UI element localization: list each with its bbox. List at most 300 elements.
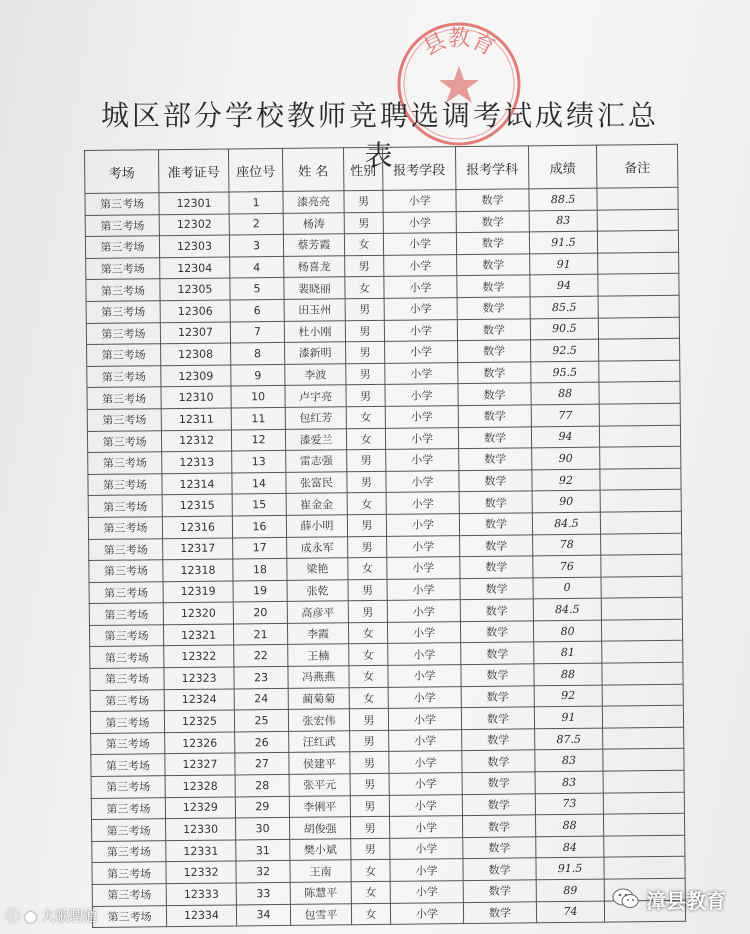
exam-room-cell: 第三考场 — [91, 776, 165, 798]
wechat-channel-icon: ⓒ ● — [6, 909, 37, 925]
exam-room-cell: 第三考场 — [88, 452, 162, 474]
gender-cell: 男 — [350, 730, 389, 752]
remark-cell — [599, 360, 680, 382]
remark-cell — [598, 317, 679, 339]
column-header: 成绩 — [528, 145, 596, 189]
score-cell: 92 — [534, 685, 602, 707]
subject-cell: 数学 — [458, 405, 531, 427]
name-cell: 薛小明 — [286, 515, 347, 537]
seat-number-cell: 2 — [229, 213, 283, 235]
school-level-cell: 小学 — [387, 621, 460, 643]
wechat-icon — [612, 887, 640, 911]
gender-cell: 男 — [348, 601, 387, 623]
seat-number-cell: 18 — [233, 558, 287, 580]
seat-number-cell: 24 — [234, 688, 288, 710]
table-header — [85, 144, 678, 193]
school-level-cell: 小学 — [384, 298, 457, 320]
score-cell: 92 — [532, 469, 600, 491]
seat-number-cell: 26 — [235, 731, 289, 753]
ticket-number-cell: 12325 — [164, 710, 234, 732]
school-level-cell: 小学 — [383, 190, 456, 212]
school-level-cell: 小学 — [390, 859, 463, 881]
ticket-number-cell: 12322 — [164, 645, 234, 667]
gender-cell: 男 — [345, 320, 384, 342]
seat-number-cell: 33 — [236, 882, 290, 904]
subject-cell: 数学 — [456, 232, 529, 254]
seat-number-cell: 17 — [233, 537, 287, 559]
ticket-number-cell: 12319 — [163, 581, 233, 603]
ticket-number-cell: 12308 — [161, 343, 231, 365]
ticket-number-cell: 12315 — [162, 494, 232, 516]
seat-number-cell: 34 — [236, 904, 290, 926]
seat-number-cell: 16 — [232, 515, 286, 537]
name-cell: 张富民 — [286, 471, 347, 493]
school-level-cell: 小学 — [384, 319, 457, 341]
exam-room-cell: 第三考场 — [92, 819, 166, 841]
remark-cell — [601, 554, 682, 576]
gender-cell: 女 — [351, 903, 390, 925]
remark-cell — [600, 511, 681, 533]
watermark-right-text: 漳县教育 — [646, 888, 726, 913]
gender-cell: 女 — [351, 881, 390, 903]
remark-cell — [597, 209, 678, 231]
school-level-cell: 小学 — [385, 406, 458, 428]
score-cell: 92.5 — [531, 339, 599, 361]
watermark-left — [6, 906, 97, 926]
name-cell: 陈慧平 — [290, 882, 351, 904]
exam-room-cell: 第三考场 — [87, 430, 161, 452]
gender-cell: 女 — [346, 428, 385, 450]
seat-number-cell: 3 — [229, 235, 283, 257]
subject-cell: 数学 — [463, 901, 536, 923]
remark-cell — [597, 187, 678, 209]
school-level-cell: 小学 — [385, 384, 458, 406]
score-cell: 88 — [534, 663, 602, 685]
gender-cell: 女 — [351, 860, 390, 882]
seat-number-cell: 9 — [231, 364, 285, 386]
name-cell: 裴晓丽 — [284, 277, 345, 299]
school-level-cell: 小学 — [388, 708, 461, 730]
name-cell: 漆爱兰 — [285, 428, 346, 450]
exam-room-cell: 第三考场 — [91, 733, 165, 755]
remark-cell — [602, 641, 683, 663]
school-level-cell: 小学 — [389, 794, 462, 816]
school-level-cell: 小学 — [385, 341, 458, 363]
remark-cell — [602, 662, 683, 684]
ticket-number-cell: 12306 — [160, 300, 230, 322]
ticket-number-cell: 12327 — [165, 753, 235, 775]
subject-cell: 数学 — [456, 189, 529, 211]
column-header: 性别 — [343, 147, 382, 190]
ticket-number-cell: 12311 — [161, 408, 231, 430]
subject-cell: 数学 — [457, 275, 530, 297]
name-cell: 杜小刚 — [284, 320, 345, 342]
exam-room-cell: 第三考场 — [88, 495, 162, 517]
ticket-number-cell: 12323 — [164, 667, 234, 689]
gender-cell: 男 — [350, 773, 389, 795]
subject-cell: 数学 — [462, 750, 535, 772]
ticket-number-cell: 12304 — [160, 257, 230, 279]
name-cell: 卢宇亮 — [285, 385, 346, 407]
remark-cell — [598, 274, 679, 296]
ticket-number-cell: 12312 — [161, 430, 231, 452]
remark-cell — [601, 619, 682, 641]
score-cell: 78 — [533, 534, 601, 556]
subject-cell: 数学 — [461, 707, 534, 729]
score-cell: 91.5 — [529, 231, 597, 253]
exam-room-cell: 第三考场 — [86, 322, 160, 344]
score-cell: 88.5 — [529, 188, 597, 210]
score-cell: 84 — [536, 836, 604, 858]
seat-number-cell: 5 — [230, 278, 284, 300]
remark-cell — [601, 533, 682, 555]
score-cell: 91 — [530, 253, 598, 275]
seat-number-cell: 13 — [232, 451, 286, 473]
school-level-cell: 小学 — [386, 513, 459, 535]
ticket-number-cell: 12316 — [162, 516, 232, 538]
school-level-cell: 小学 — [390, 837, 463, 859]
subject-cell: 数学 — [460, 534, 533, 556]
gender-cell: 男 — [344, 190, 383, 212]
gender-cell: 女 — [344, 234, 383, 256]
remark-cell — [599, 338, 680, 360]
score-cell: 83 — [529, 210, 597, 232]
exam-room-cell: 第三考场 — [90, 646, 164, 668]
exam-room-cell: 第三考场 — [87, 387, 161, 409]
column-header: 考场 — [85, 150, 159, 194]
exam-room-cell: 第三考场 — [91, 754, 165, 776]
exam-room-cell: 第三考场 — [86, 301, 160, 323]
gender-cell: 女 — [348, 622, 387, 644]
score-cell: 77 — [531, 404, 599, 426]
subject-cell: 数学 — [458, 340, 531, 362]
column-header: 备注 — [596, 144, 677, 188]
gender-cell: 男 — [348, 579, 387, 601]
score-cell: 90.5 — [530, 318, 598, 340]
score-cell: 87.5 — [535, 728, 603, 750]
ticket-number-cell: 12329 — [165, 797, 235, 819]
seat-number-cell: 23 — [234, 666, 288, 688]
subject-cell: 数学 — [458, 362, 531, 384]
exam-room-cell: 第三考场 — [89, 625, 163, 647]
name-cell: 李俐平 — [289, 795, 350, 817]
school-level-cell: 小学 — [388, 686, 461, 708]
seat-number-cell: 31 — [236, 839, 290, 861]
exam-room-cell: 第三考场 — [86, 279, 160, 301]
ticket-number-cell: 12309 — [161, 365, 231, 387]
subject-cell: 数学 — [460, 599, 533, 621]
name-cell: 胡俊强 — [290, 817, 351, 839]
score-cell: 84.5 — [533, 598, 601, 620]
column-header: 姓 名 — [282, 148, 343, 192]
document-title: 城区部分学校教师竞聘选调考试成绩汇总表 — [100, 99, 659, 172]
exam-room-cell: 第三考场 — [92, 905, 166, 927]
seat-number-cell: 28 — [235, 774, 289, 796]
watermark-right — [612, 884, 726, 914]
score-cell: 84.5 — [532, 512, 600, 534]
subject-cell: 数学 — [461, 664, 534, 686]
exam-room-cell: 第三考场 — [91, 797, 165, 819]
gender-cell: 女 — [349, 687, 388, 709]
ticket-number-cell: 12333 — [166, 883, 236, 905]
ticket-number-cell: 12313 — [162, 451, 232, 473]
score-table — [84, 144, 686, 928]
ticket-number-cell: 12307 — [160, 322, 230, 344]
remark-cell — [601, 598, 682, 620]
ticket-number-cell: 12317 — [163, 537, 233, 559]
subject-cell: 数学 — [460, 578, 533, 600]
subject-cell: 数学 — [457, 297, 530, 319]
ticket-number-cell: 12305 — [160, 278, 230, 300]
gender-cell: 女 — [346, 406, 385, 428]
exam-room-cell: 第三考场 — [85, 193, 159, 215]
remark-cell — [602, 684, 683, 706]
seat-number-cell: 4 — [230, 256, 284, 278]
school-level-cell: 小学 — [390, 902, 463, 924]
ticket-number-cell: 12331 — [166, 840, 236, 862]
exam-room-cell: 第三考场 — [90, 689, 164, 711]
score-cell: 76 — [533, 555, 601, 577]
ticket-number-cell: 12318 — [163, 559, 233, 581]
exam-room-cell: 第三考场 — [90, 668, 164, 690]
remark-cell — [603, 813, 684, 835]
seat-number-cell: 21 — [233, 623, 287, 645]
gender-cell: 男 — [344, 212, 383, 234]
subject-cell: 数学 — [462, 815, 535, 837]
gender-cell: 男 — [349, 709, 388, 731]
seat-number-cell: 7 — [230, 321, 284, 343]
ticket-number-cell: 12302 — [159, 214, 229, 236]
score-cell: 73 — [535, 793, 603, 815]
name-cell: 杨涛 — [283, 212, 344, 234]
ticket-number-cell: 12328 — [165, 775, 235, 797]
school-level-cell: 小学 — [385, 427, 458, 449]
gender-cell: 男 — [347, 449, 386, 471]
score-cell: 94 — [531, 426, 599, 448]
ticket-number-cell: 12303 — [159, 235, 229, 257]
subject-cell: 数学 — [459, 513, 532, 535]
remark-cell — [603, 770, 684, 792]
gender-cell: 女 — [349, 644, 388, 666]
score-cell: 81 — [534, 642, 602, 664]
school-level-cell: 小学 — [383, 211, 456, 233]
name-cell: 漆新明 — [285, 342, 346, 364]
subject-cell: 数学 — [463, 837, 536, 859]
seat-number-cell: 20 — [233, 602, 287, 624]
remark-cell — [599, 382, 680, 404]
school-level-cell: 小学 — [386, 492, 459, 514]
seat-number-cell: 6 — [230, 299, 284, 321]
name-cell: 张平元 — [289, 774, 350, 796]
watermark-left-text: 大歌聘通 — [41, 909, 98, 925]
gender-cell: 男 — [350, 752, 389, 774]
school-level-cell: 小学 — [390, 881, 463, 903]
exam-room-cell: 第三考场 — [92, 840, 166, 862]
seat-number-cell: 12 — [231, 429, 285, 451]
exam-room-cell: 第三考场 — [89, 560, 163, 582]
name-cell: 高彦平 — [287, 601, 348, 623]
gender-cell: 男 — [347, 471, 386, 493]
school-level-cell: 小学 — [389, 816, 462, 838]
name-cell: 蔡芳霞 — [283, 234, 344, 256]
exam-room-cell: 第三考场 — [88, 473, 162, 495]
ticket-number-cell: 12332 — [166, 861, 236, 883]
subject-cell: 数学 — [459, 491, 532, 513]
ticket-number-cell: 12330 — [166, 818, 236, 840]
remark-cell — [599, 403, 680, 425]
ticket-number-cell: 12321 — [163, 624, 233, 646]
exam-room-cell: 第三考场 — [88, 517, 162, 539]
seat-number-cell: 14 — [232, 472, 286, 494]
seat-number-cell: 8 — [231, 343, 285, 365]
score-cell: 88 — [535, 814, 603, 836]
exam-room-cell: 第三考场 — [87, 409, 161, 431]
remark-cell — [597, 230, 678, 252]
column-header: 报考学科 — [455, 146, 528, 190]
name-cell: 王南 — [290, 860, 351, 882]
school-level-cell: 小学 — [386, 449, 459, 471]
subject-cell: 数学 — [456, 210, 529, 232]
name-cell: 樊小斌 — [290, 839, 351, 861]
school-level-cell: 小学 — [387, 600, 460, 622]
seat-number-cell: 30 — [236, 818, 290, 840]
name-cell: 张乾 — [287, 579, 348, 601]
remark-cell — [598, 252, 679, 274]
gender-cell: 男 — [350, 795, 389, 817]
remark-cell — [599, 425, 680, 447]
school-level-cell: 小学 — [386, 470, 459, 492]
seat-number-cell: 11 — [231, 407, 285, 429]
gender-cell: 男 — [346, 385, 385, 407]
score-cell: 80 — [533, 620, 601, 642]
remark-cell — [600, 446, 681, 468]
name-cell: 杨喜龙 — [284, 256, 345, 278]
seat-number-cell: 32 — [236, 861, 290, 883]
remark-cell — [601, 576, 682, 598]
gender-cell: 男 — [347, 514, 386, 536]
score-cell: 90 — [532, 490, 600, 512]
school-level-cell: 小学 — [388, 643, 461, 665]
name-cell: 崔金金 — [286, 493, 347, 515]
gender-cell: 女 — [349, 665, 388, 687]
gender-cell: 男 — [345, 298, 384, 320]
column-header: 准考证号 — [159, 149, 229, 193]
school-level-cell: 小学 — [383, 233, 456, 255]
gender-cell: 女 — [347, 493, 386, 515]
name-cell: 蔺菊菊 — [288, 687, 349, 709]
remark-cell — [603, 792, 684, 814]
score-cell: 83 — [535, 750, 603, 772]
remark-cell — [603, 749, 684, 771]
score-cell: 74 — [536, 901, 604, 923]
subject-cell: 数学 — [462, 772, 535, 794]
school-level-cell: 小学 — [387, 578, 460, 600]
score-cell: 88 — [531, 382, 599, 404]
score-cell: 90 — [532, 447, 600, 469]
ticket-number-cell: 12334 — [166, 905, 236, 927]
subject-cell: 数学 — [462, 729, 535, 751]
score-cell: 91 — [534, 706, 602, 728]
subject-cell: 数学 — [462, 793, 535, 815]
remark-cell — [604, 835, 685, 857]
school-level-cell: 小学 — [384, 276, 457, 298]
seat-number-cell: 25 — [234, 710, 288, 732]
ticket-number-cell: 12320 — [163, 602, 233, 624]
school-level-cell: 小学 — [387, 557, 460, 579]
name-cell: 田玉州 — [284, 299, 345, 321]
gender-cell: 男 — [348, 536, 387, 558]
school-level-cell: 小学 — [384, 254, 457, 276]
name-cell: 侯建平 — [289, 752, 350, 774]
exam-room-cell: 第三考场 — [89, 538, 163, 560]
remark-cell — [600, 468, 681, 490]
school-level-cell: 小学 — [389, 729, 462, 751]
seat-number-cell: 15 — [232, 494, 286, 516]
school-level-cell: 小学 — [388, 665, 461, 687]
ticket-number-cell: 12314 — [162, 473, 232, 495]
ticket-number-cell: 12301 — [159, 192, 229, 214]
remark-cell — [603, 727, 684, 749]
score-cell: 89 — [536, 879, 604, 901]
name-cell: 张宏伟 — [288, 709, 349, 731]
school-level-cell: 小学 — [389, 751, 462, 773]
name-cell: 成永军 — [287, 536, 348, 558]
score-cell: 91.5 — [536, 858, 604, 880]
gender-cell: 女 — [348, 557, 387, 579]
subject-cell: 数学 — [459, 470, 532, 492]
stamp-text: 县教育 — [419, 26, 499, 61]
subject-cell: 数学 — [457, 318, 530, 340]
ticket-number-cell: 12310 — [161, 386, 231, 408]
exam-room-cell: 第三考场 — [85, 236, 159, 258]
remark-cell — [600, 490, 681, 512]
exam-room-cell: 第三考场 — [89, 603, 163, 625]
seat-number-cell: 10 — [231, 386, 285, 408]
subject-cell: 数学 — [463, 858, 536, 880]
name-cell: 李波 — [285, 364, 346, 386]
seat-number-cell: 1 — [229, 191, 283, 213]
name-cell: 汪红武 — [289, 731, 350, 753]
exam-room-cell: 第三考场 — [90, 711, 164, 733]
seat-number-cell: 29 — [235, 796, 289, 818]
score-cell: 85.5 — [530, 296, 598, 318]
name-cell: 梁艳 — [287, 558, 348, 580]
exam-room-cell: 第三考场 — [85, 214, 159, 236]
remark-cell — [602, 706, 683, 728]
subject-cell: 数学 — [458, 383, 531, 405]
name-cell: 包红芳 — [285, 407, 346, 429]
subject-cell: 数学 — [457, 254, 530, 276]
seat-number-cell: 19 — [233, 580, 287, 602]
gender-cell: 男 — [346, 342, 385, 364]
seat-number-cell: 22 — [234, 645, 288, 667]
subject-cell: 数学 — [460, 621, 533, 643]
school-level-cell: 小学 — [385, 362, 458, 384]
remark-cell — [598, 295, 679, 317]
gender-cell: 男 — [350, 817, 389, 839]
subject-cell: 数学 — [458, 426, 531, 448]
exam-room-cell: 第三考场 — [92, 884, 166, 906]
ticket-number-cell: 12324 — [164, 689, 234, 711]
subject-cell: 数学 — [461, 642, 534, 664]
name-cell: 李霞 — [287, 623, 348, 645]
remark-cell — [604, 857, 685, 879]
score-cell: 83 — [535, 771, 603, 793]
ticket-number-cell: 12326 — [165, 732, 235, 754]
exam-room-cell: 第三考场 — [87, 365, 161, 387]
gender-cell: 女 — [345, 277, 384, 299]
column-header: 座位号 — [228, 148, 282, 192]
